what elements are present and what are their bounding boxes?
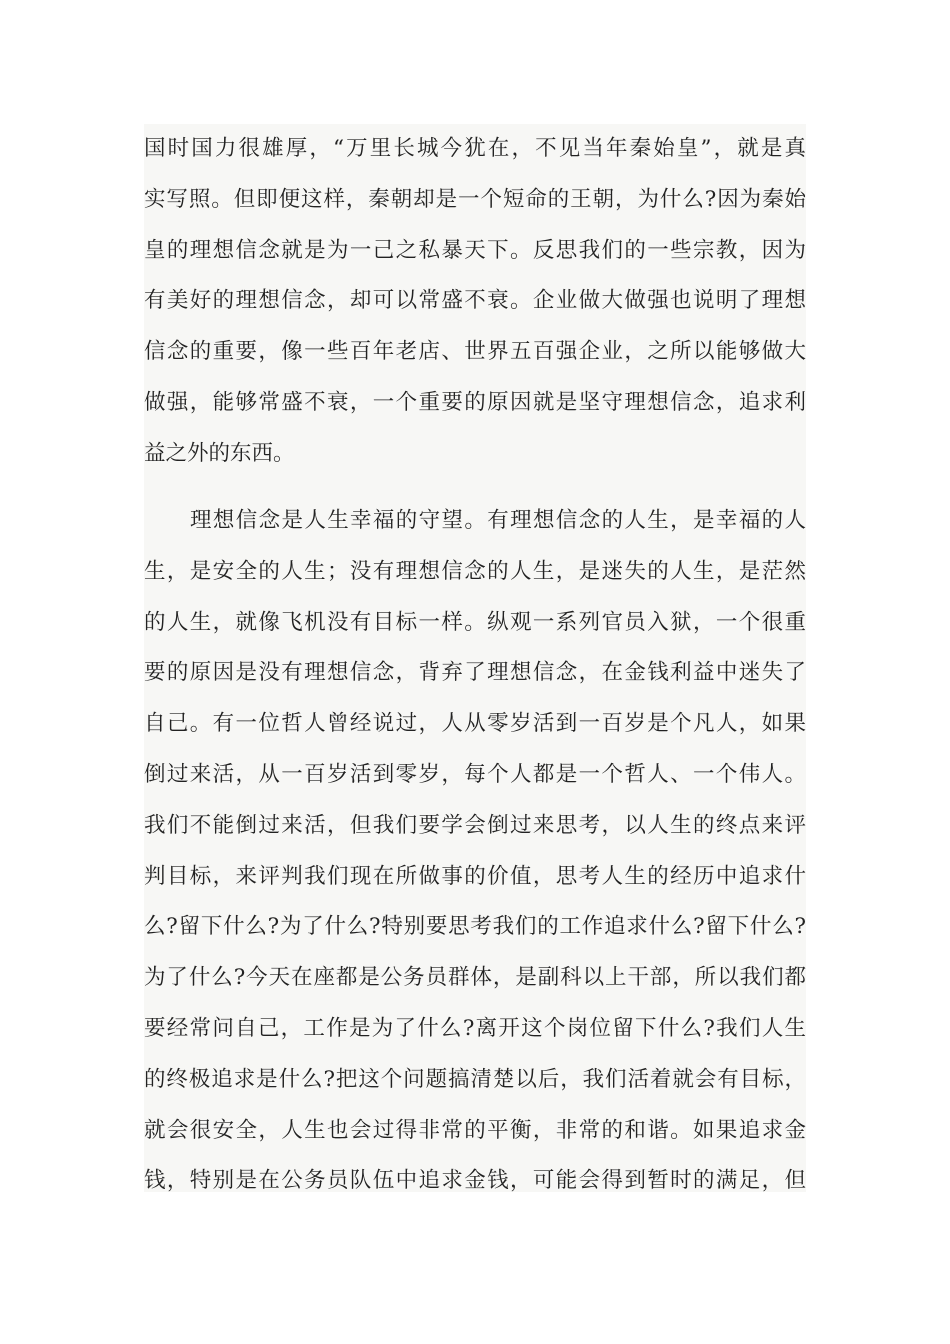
- text-line: 信念的重要，像一些百年老店、世界五百强企业，之所以能够做大: [144, 339, 806, 365]
- text-line: 实写照。但即便这样，秦朝却是一个短命的王朝，为什么?因为秦始: [144, 186, 806, 212]
- text-line: 钱，特别是在公务员队伍中追求金钱，可能会得到暂时的满足，但: [144, 1168, 806, 1194]
- text-line: 判目标，来评判我们现在所做事的价值，思考人生的经历中追求什: [144, 863, 806, 889]
- text-line: 做强，能够常盛不衰，一个重要的原因就是坚守理想信念，追求利: [144, 389, 806, 415]
- text-line: 益之外的东西。: [144, 440, 295, 466]
- text-line: 么?留下什么?为了什么?特别要思考我们的工作追求什么?留下什么?: [144, 914, 806, 940]
- text-line: 要经常问自己，工作是为了什么?离开这个岗位留下什么?我们人生: [144, 1015, 806, 1041]
- paragraph-1: [144, 124, 806, 480]
- text-line: 的人生，就像飞机没有目标一样。纵观一系列官员入狱，一个很重: [144, 609, 806, 635]
- paragraph-2: [144, 496, 806, 1207]
- text-line: 倒过来活，从一百岁活到零岁，每个人都是一个哲人、一个伟人。: [144, 761, 806, 787]
- body-text-block: [144, 124, 806, 1192]
- text-line: 有美好的理想信念，却可以常盛不衰。企业做大做强也说明了理想: [144, 288, 806, 314]
- text-line: 就会很安全，人生也会过得非常的平衡，非常的和谐。如果追求金: [144, 1117, 806, 1143]
- text-line: 的终极追求是什么?把这个问题搞清楚以后，我们活着就会有目标，: [144, 1066, 806, 1092]
- text-line: 国时国力很雄厚，“万里长城今犹在，不见当年秦始皇”，就是真: [144, 136, 806, 161]
- text-line: 要的原因是没有理想信念，背弃了理想信念，在金钱利益中迷失了: [144, 660, 806, 686]
- text-line: 理想信念是人生幸福的守望。有理想信念的人生，是幸福的人: [190, 508, 806, 533]
- text-line: 皇的理想信念就是为一己之私暴天下。反思我们的一些宗教，因为: [144, 237, 806, 263]
- text-line: 为了什么?今天在座都是公务员群体，是副科以上干部，所以我们都: [144, 965, 806, 991]
- text-line: 自己。有一位哲人曾经说过，人从零岁活到一百岁是个凡人，如果: [144, 711, 806, 737]
- text-line: 我们不能倒过来活，但我们要学会倒过来思考，以人生的终点来评: [144, 812, 806, 838]
- text-line: 生，是安全的人生；没有理想信念的人生，是迷失的人生，是茫然: [144, 558, 806, 584]
